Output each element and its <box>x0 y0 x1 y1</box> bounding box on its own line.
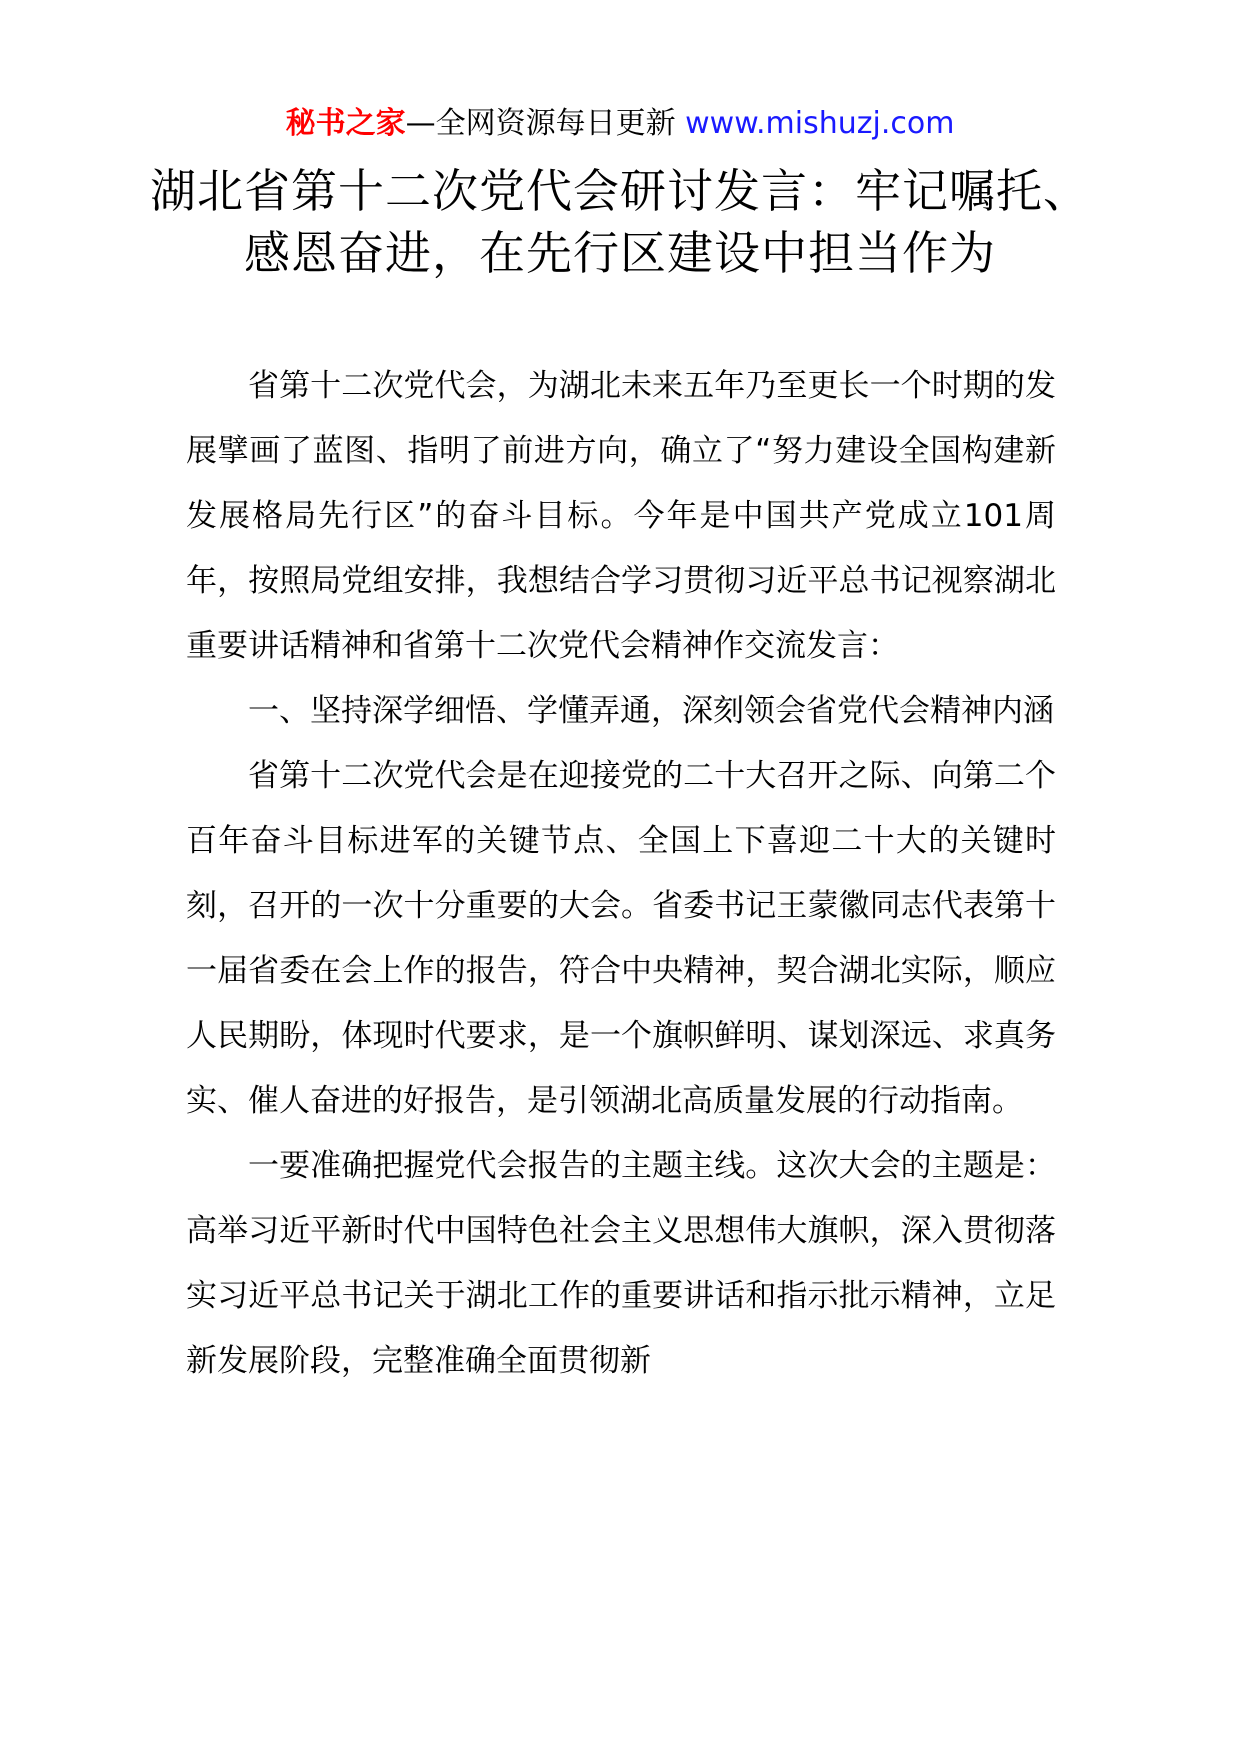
document-body <box>186 354 1056 1394</box>
header-tagline: —全网资源每日更新 <box>405 106 686 141</box>
brand-name: 秘书之家 <box>285 106 406 141</box>
paragraph-congress-overview: 省第十二次党代会是在迎接党的二十大召开之际、向第二个百年奋斗目标进军的关键节点、全国上下喜迎二十大的关键时刻，召开的一次十分重要的大会。省委书记王蒙徽同志代表第十一届省委在会上作的报告，符合中央精神，契合湖北实际，顺应人民期盼，体现时代要求，是一个旗帜鲜明、谋划深远、求真务实、催人奋进的好报告，是引领湖北高质量发展的行动指南。 <box>186 758 1056 1119</box>
site-url[interactable]: www.mishuzj.com <box>685 106 955 141</box>
section-heading-1: 一、坚持深学细悟、学懂弄通，深刻领会省党代会精神内涵 <box>248 693 1054 729</box>
site-header <box>0 104 1240 144</box>
paragraph-intro: 省第十二次党代会，为湖北未来五年乃至更长一个时期的发展擘画了蓝图、指明了前进方向，确立了“努力建设全国构建新发展格局先行区”的奋斗目标。今年是中国共产党成立101周年，按照局党组安排，我想结合学习贯彻习近平总书记视察湖北重要讲话精神和省第十二次党代会精神作交流发言： <box>186 368 1056 664</box>
document-title: 湖北省第十二次党代会研讨发言：牢记嘱托、感恩奋进，在先行区建设中担当作为 <box>150 164 1090 280</box>
paragraph-theme: 一要准确把握党代会报告的主题主线。这次大会的主题是：高举习近平新时代中国特色社会主义思想伟大旗帜，深入贯彻落实习近平总书记关于湖北工作的重要讲话和指示批示精神，立足新发展阶段，完整准确全面贯彻新 <box>186 1148 1056 1379</box>
